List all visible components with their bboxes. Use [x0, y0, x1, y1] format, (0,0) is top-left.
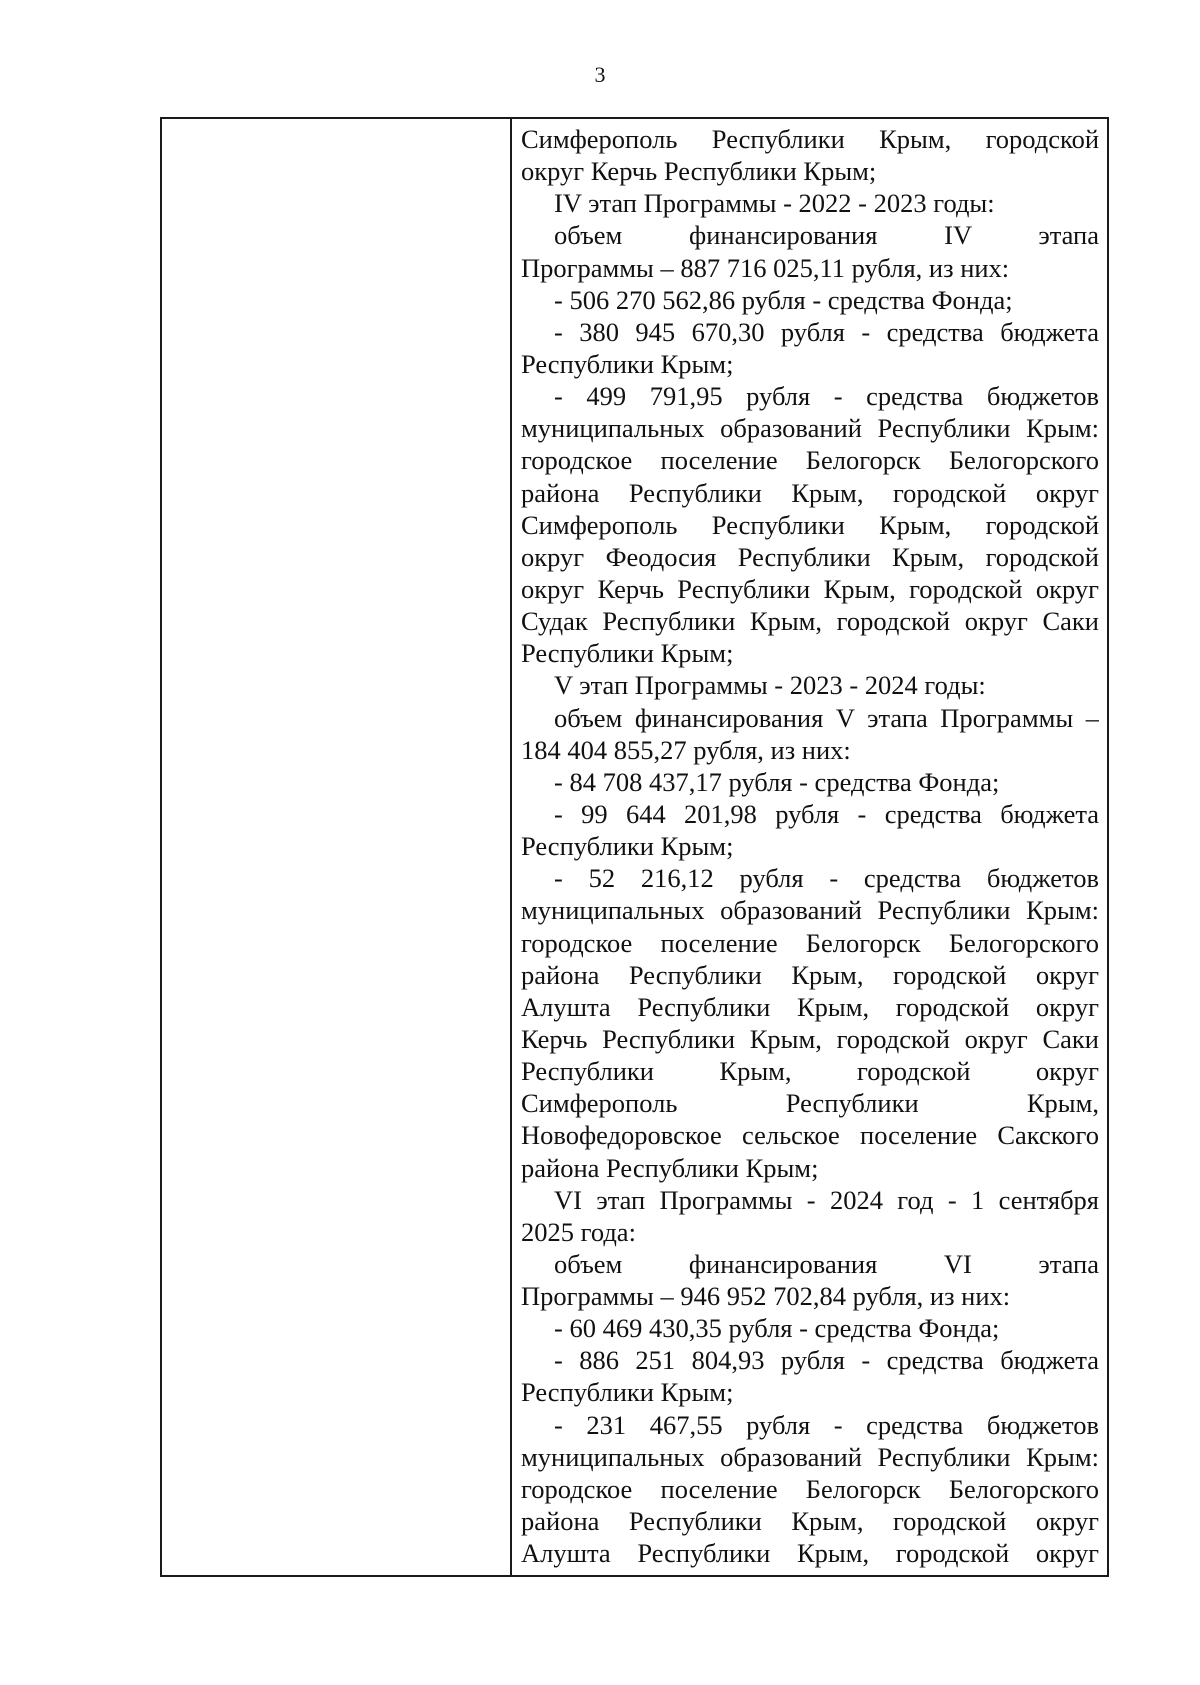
text-line: Республики Крым; [521, 831, 734, 862]
text-line: - 231 467,55 рубля - средства бюджетов [554, 1409, 1099, 1440]
text-line: объем финансирования IV этапа [554, 220, 1099, 251]
text-line: городское поселение Белогорск Белогорского [521, 1473, 1099, 1504]
text-line: - 499 791,95 рубля - средства бюджетов [554, 381, 1099, 412]
text-line: Симферополь Республики Крым, городской [521, 124, 1099, 154]
document-table [160, 117, 1109, 1577]
text-line: Республики Крым; [521, 638, 734, 669]
text-line: района Республики Крым, городской округ [521, 959, 1099, 990]
text-line: Симферополь Республики Крым, [521, 1088, 1099, 1119]
text-line: района Республики Крым; [521, 1152, 819, 1183]
text-line: округ Керчь Республики Крым, городской округ [521, 573, 1099, 604]
text-line: - 99 644 201,98 рубля - средства бюджета [554, 798, 1099, 829]
text-line: Республики Крым, городской округ [521, 1056, 1099, 1087]
text-line: городское поселение Белогорск Белогорского [521, 927, 1099, 958]
text-line: Алушта Республики Крым, городской округ [521, 991, 1099, 1022]
page-number: 3 [594, 62, 606, 87]
text-line: VI этап Программы - 2024 год - 1 сентября [554, 1184, 1099, 1215]
text-line: 2025 года: [521, 1216, 636, 1247]
text-line: Симферополь Республики Крым, городской [521, 509, 1099, 540]
text-line: Керчь Республики Крым, городской округ Саки [521, 1023, 1099, 1054]
text-line: муниципальных образований Республики Крым: [521, 1441, 1099, 1472]
text-line: объем финансирования V этапа Программы – [554, 702, 1099, 733]
text-line: V этап Программы - 2023 - 2024 годы: [554, 670, 986, 701]
text-line: Республики Крым; [521, 348, 734, 379]
text-line: - 506 270 562,86 рубля - средства Фонда; [554, 284, 1013, 315]
text-line: городское поселение Белогорск Белогорского [521, 445, 1099, 476]
text-line: муниципальных образований Республики Крым: [521, 895, 1099, 926]
table-left-cell [162, 119, 512, 1575]
text-line: района Республики Крым, городской округ [521, 1506, 1099, 1537]
text-line: Программы – 946 952 702,84 рубля, из них: [521, 1281, 1011, 1312]
text-line: муниципальных образований Республики Крым: [521, 413, 1099, 444]
text-line: - 380 945 670,30 рубля - средства бюджета [554, 316, 1099, 347]
text-line: Программы – 887 716 025,11 рубля, из них: [521, 252, 1010, 283]
text-line: округ Феодосия Республики Крым, городской [521, 541, 1099, 572]
text-line: округ Керчь Республики Крым; [521, 156, 877, 187]
text-line: IV этап Программы - 2022 - 2023 годы: [554, 188, 995, 219]
text-line: 184 404 855,27 рубля, из них: [521, 734, 851, 765]
text-line: - 886 251 804,93 рубля - средства бюджета [554, 1345, 1099, 1376]
text-line: Судак Республики Крым, городской округ Саки [521, 606, 1099, 637]
text-line: района Республики Крым, городской округ [521, 477, 1099, 508]
table-right-cell [512, 119, 1107, 1575]
text-line: объем финансирования VI этапа [554, 1248, 1099, 1279]
text-line: - 60 469 430,35 рубля - средства Фонда; [554, 1313, 1000, 1344]
text-line: Республики Крым; [521, 1377, 734, 1408]
text-line: - 52 216,12 рубля - средства бюджетов [554, 863, 1099, 894]
text-line: - 84 708 437,17 рубля - средства Фонда; [554, 766, 1000, 797]
text-line: Алушта Республики Крым, городской округ [521, 1538, 1099, 1569]
text-line: Новофедоровское сельское поселение Сакского [521, 1120, 1099, 1151]
